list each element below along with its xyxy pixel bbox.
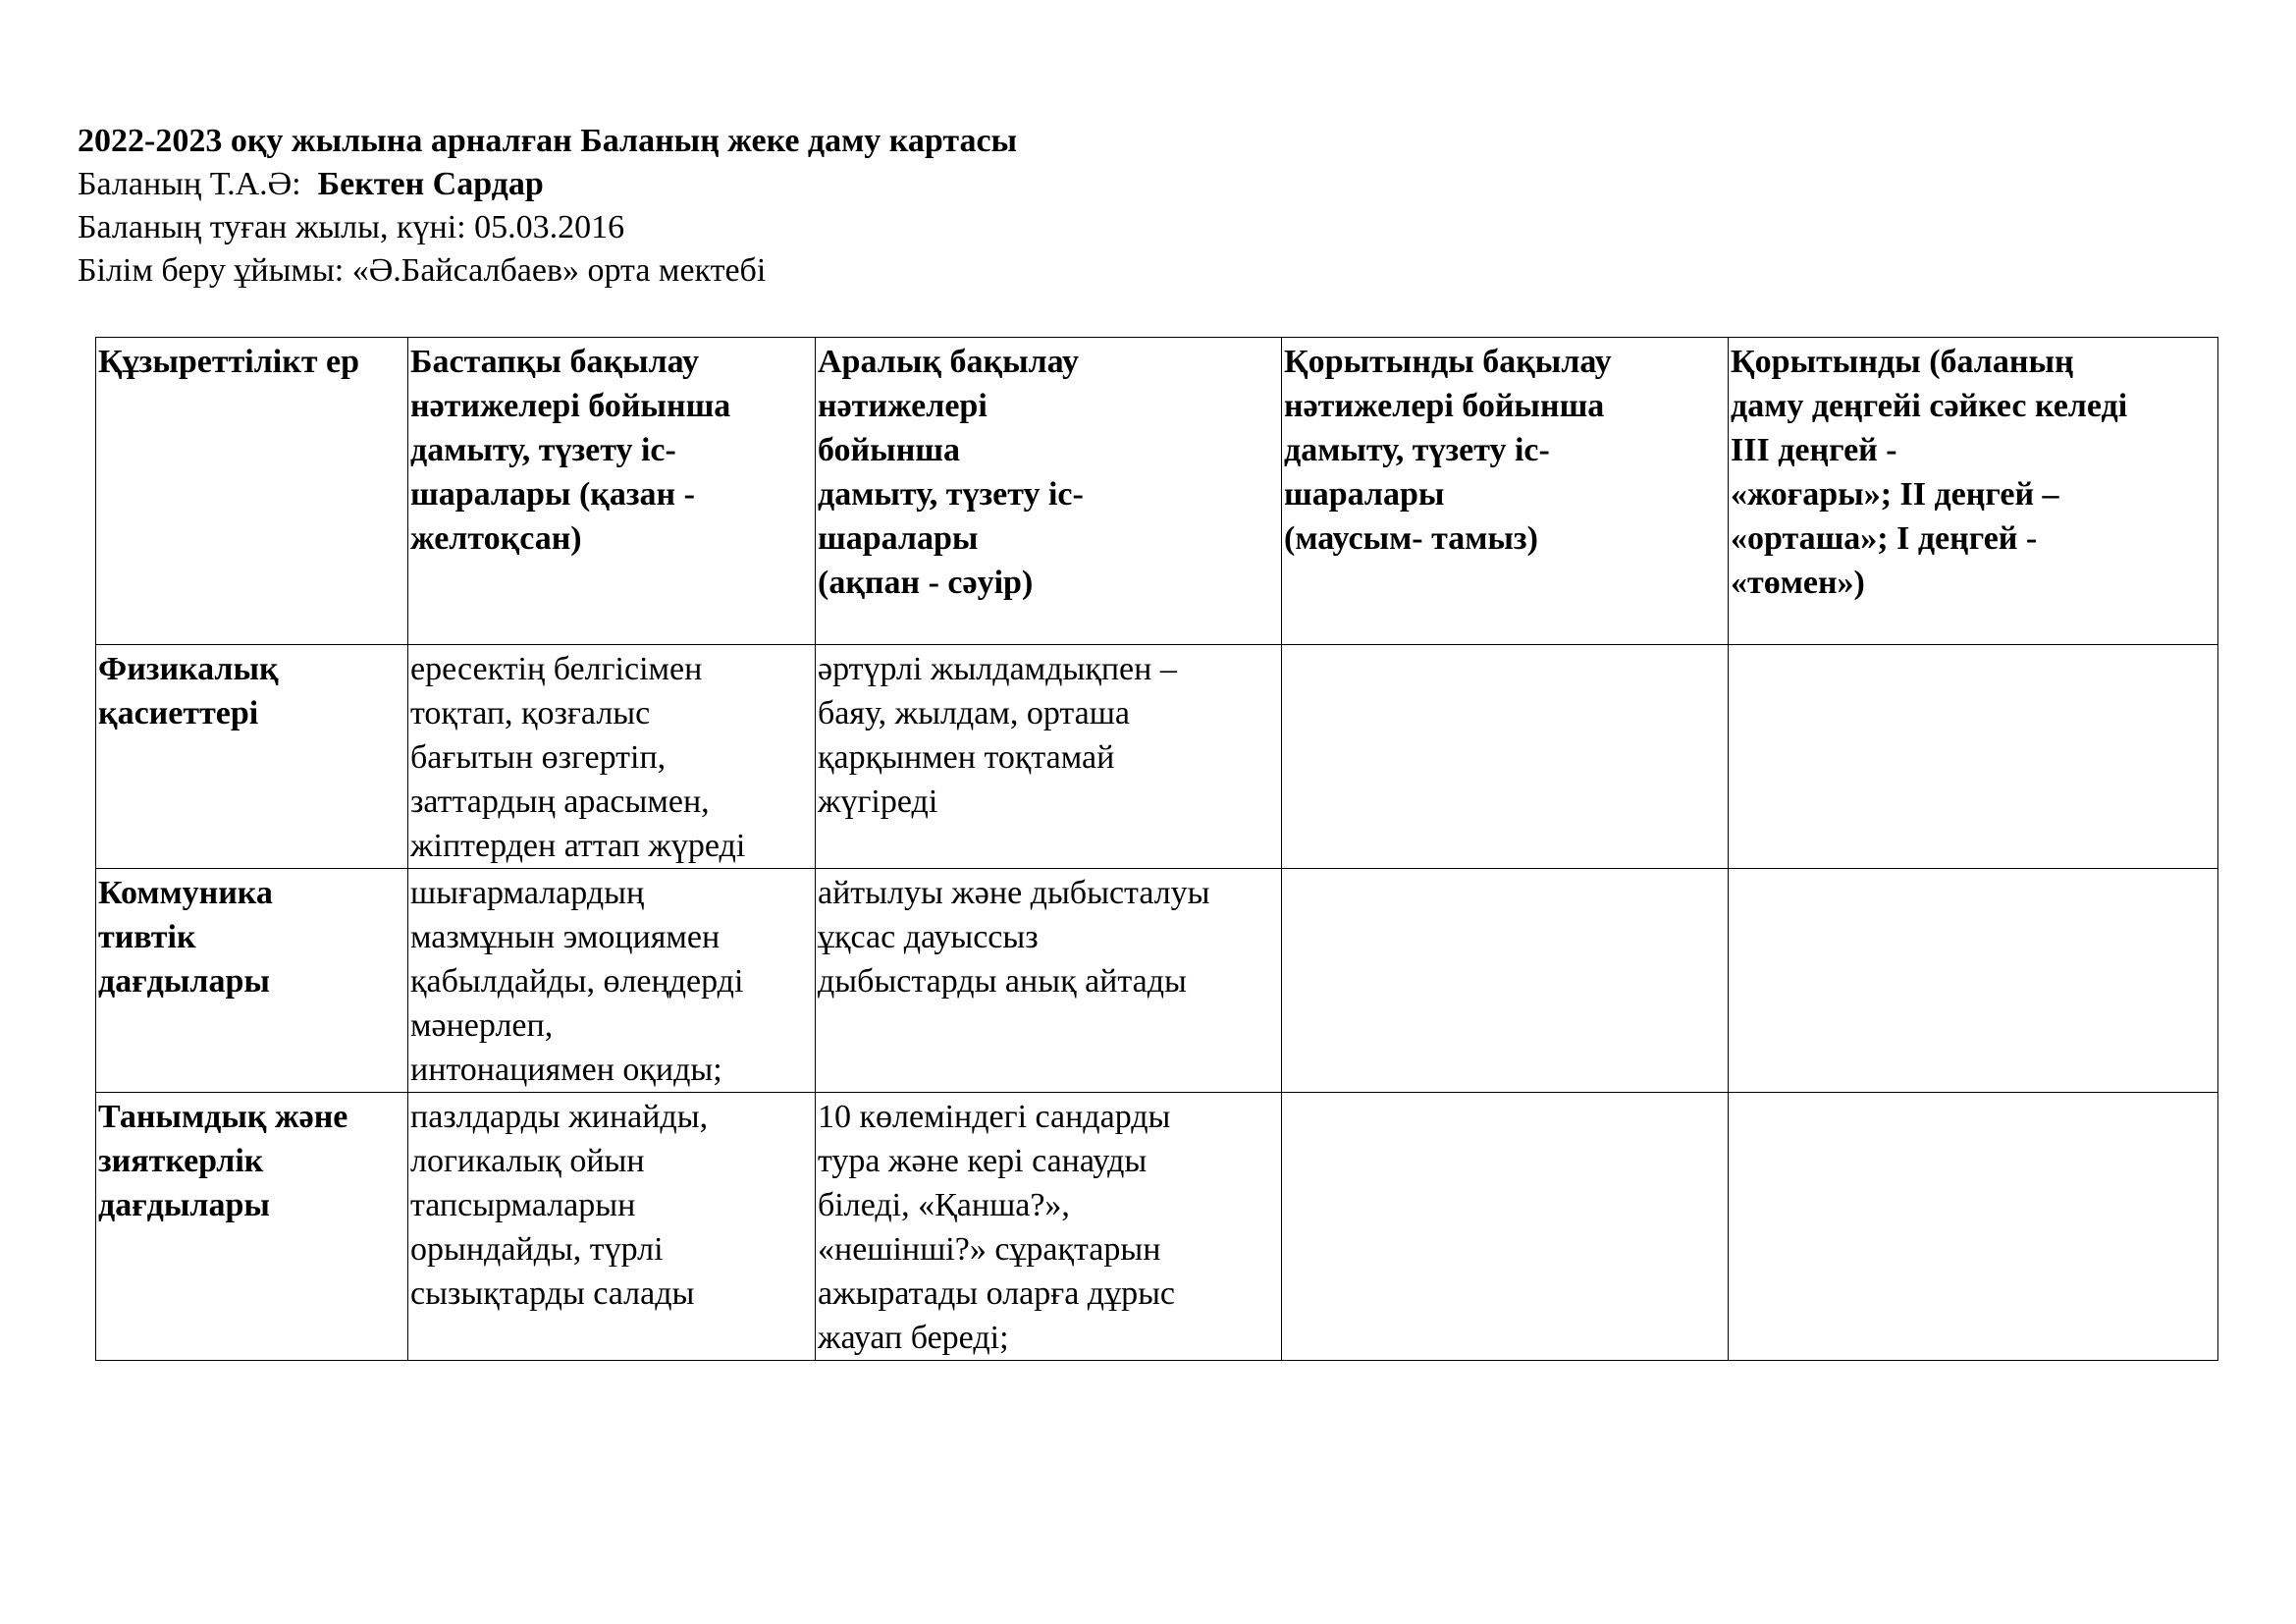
- intermediate-cell: әртүрлі жылдамдықпен – баяу, жылдам, орташа қарқынмен тоқтамай жүгіреді: [816, 645, 1282, 869]
- child-name-value: Бектен Сардар: [317, 166, 544, 202]
- table-row: [96, 645, 2218, 869]
- header-result: Қорытынды (баланың даму деңгейі сәйкес келеді ІІІ деңгей - «жоғары»; ІІ деңгей – «орташа»; І деңгей - «төмен»): [1729, 338, 2218, 645]
- intermediate-cell: айтылуы және дыбысталуы ұқсас дауыссыз дыбыстарды анық айтады: [816, 869, 1282, 1093]
- competence-cell: Коммуника тивтік дағдылары: [96, 869, 408, 1093]
- child-name-line: [78, 163, 1017, 206]
- table-row: [96, 869, 2218, 1093]
- final-cell: [1282, 869, 1729, 1093]
- birth-date-line: [78, 206, 1017, 249]
- birth-date-label: Баланың туған жылы, күні:: [78, 209, 466, 245]
- header-initial-monitoring: Бастапқы бақылау нәтижелері бойынша дамыту, түзету іс- шаралары (қазан - желтоқсан): [408, 338, 816, 645]
- result-cell: [1729, 1093, 2218, 1361]
- document-title: 2022-2023 оқу жылына арналған Баланың жеке даму картасы: [78, 123, 1018, 159]
- final-cell: [1282, 645, 1729, 869]
- header-competence: Құзыреттілікт ер: [96, 338, 408, 645]
- initial-cell: пазлдарды жинайды, логикалық ойын тапсырмаларын орындайды, түрлі сызықтарды салады: [408, 1093, 816, 1361]
- result-cell: [1729, 869, 2218, 1093]
- document-header: [78, 120, 1017, 293]
- organization-label: Білім беру ұйымы:: [78, 252, 345, 289]
- table-header-row: [96, 338, 2218, 645]
- child-name-label: Баланың Т.А.Ә:: [78, 166, 301, 202]
- table-row: [96, 1093, 2218, 1361]
- competence-cell: Танымдық және зияткерлік дағдылары: [96, 1093, 408, 1361]
- final-cell: [1282, 1093, 1729, 1361]
- organization-line: [78, 249, 1017, 293]
- header-intermediate-monitoring: Аралық бақылау нәтижелері бойынша дамыту, түзету іс- шаралары (ақпан - сәуір): [816, 338, 1282, 645]
- organization-value: «Ә.Байсалбаев» орта мектебі: [351, 252, 767, 289]
- development-card-table: [95, 337, 2218, 1361]
- result-cell: [1729, 645, 2218, 869]
- initial-cell: шығармалардың мазмұнын эмоциямен қабылдайды, өлеңдерді мәнерлеп, интонациямен оқиды;: [408, 869, 816, 1093]
- competence-cell: Физикалық қасиеттері: [96, 645, 408, 869]
- birth-date-value: 05.03.2016: [474, 209, 625, 245]
- header-final-monitoring: Қорытынды бақылау нәтижелері бойынша дамыту, түзету іс- шаралары (маусым- тамыз): [1282, 338, 1729, 645]
- intermediate-cell: 10 көлеміндегі сандарды тура және кері санауды біледі, «Қанша?», «нешінші?» сұрақтарын ажыратады оларға дұрыс жауап береді;: [816, 1093, 1282, 1361]
- initial-cell: ересектің белгісімен тоқтап, қозғалыс бағытын өзгертіп, заттардың арасымен, жіптерден аттап жүреді: [408, 645, 816, 869]
